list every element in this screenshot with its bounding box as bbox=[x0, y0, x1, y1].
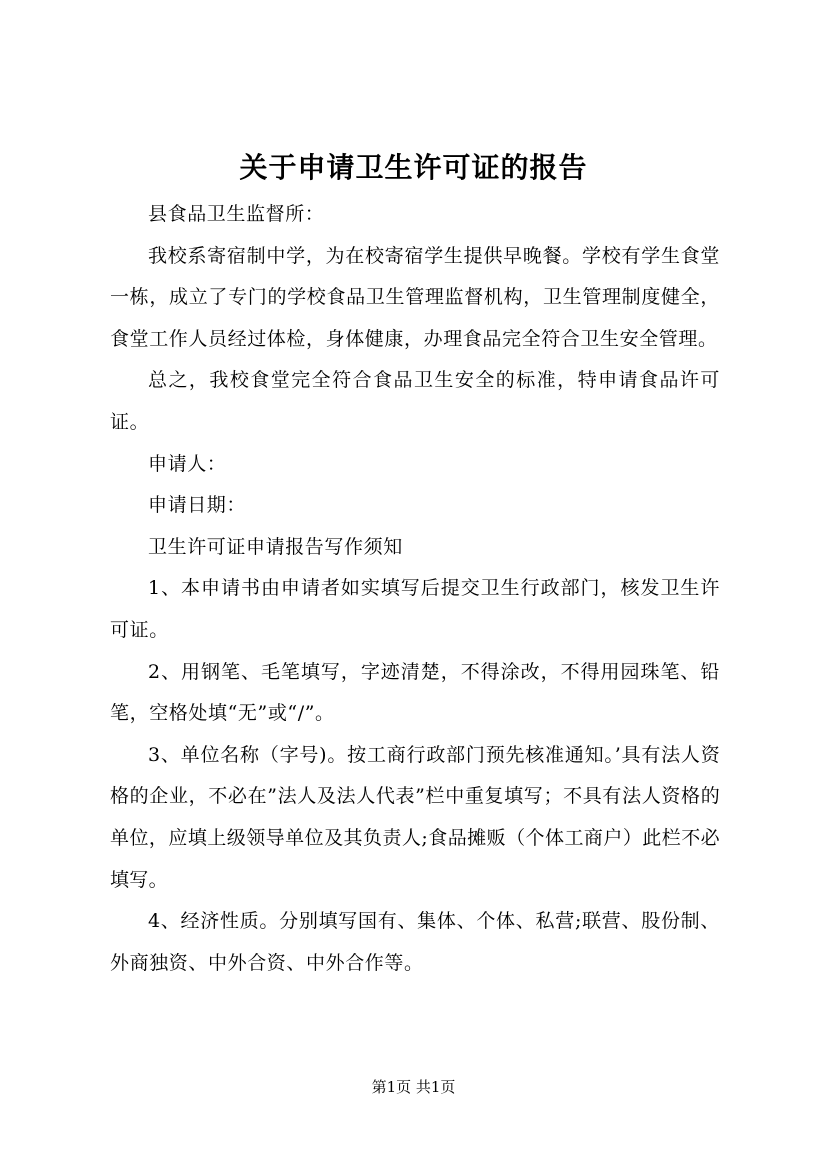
page-footer: 第1页 共1页 bbox=[371, 1078, 456, 1096]
salutation: 县食品卫生监督所： bbox=[148, 203, 325, 225]
instruction-item-4: 4、经济性质。分别填写国有、集体、个体、私营;联营、股份制、外商独资、中外合资、中外合作等。 bbox=[110, 910, 720, 974]
applicant-line: 申请人： bbox=[148, 452, 227, 475]
application-date-line: 申请日期： bbox=[148, 494, 247, 517]
instruction-item-1: 1、本申请书由申请者如实填写后提交卫生行政部门，核发卫生许可证。 bbox=[110, 577, 720, 641]
instruction-item-2: 2、用钢笔、毛笔填写，字迹清楚，不得涂改，不得用园珠笔、铅笔，空格处填“无”或“/”。 bbox=[110, 660, 720, 725]
paragraph-intro: 我校系寄宿制中学，为在校寄宿学生提供早晚餐。学校有学生食堂一栋，成立了专门的学校食品卫生管理监督机构，卫生管理制度健全，食堂工作人员经过体检，身体健康，办理食品完全符合卫生安全管理。 bbox=[110, 244, 720, 350]
document-title: 关于申请卫生许可证的报告 bbox=[239, 151, 588, 184]
instruction-item-3: 3、单位名称（字号)。按工商行政部门预先核准通知。’具有法人资格的企业，不必在”法人及法人代表”栏中重复填写；不具有法人资格的单位，应填上级领导单位及其负责人;食品摊贩（个体工商户）此栏不必填写。 bbox=[110, 743, 720, 891]
paragraph-conclusion: 总之，我校食堂完全符合食品卫生安全的标准，特申请食品许可证。 bbox=[110, 369, 720, 433]
document-body bbox=[110, 194, 720, 984]
section-heading: 卫生许可证申请报告写作须知 bbox=[148, 535, 403, 558]
